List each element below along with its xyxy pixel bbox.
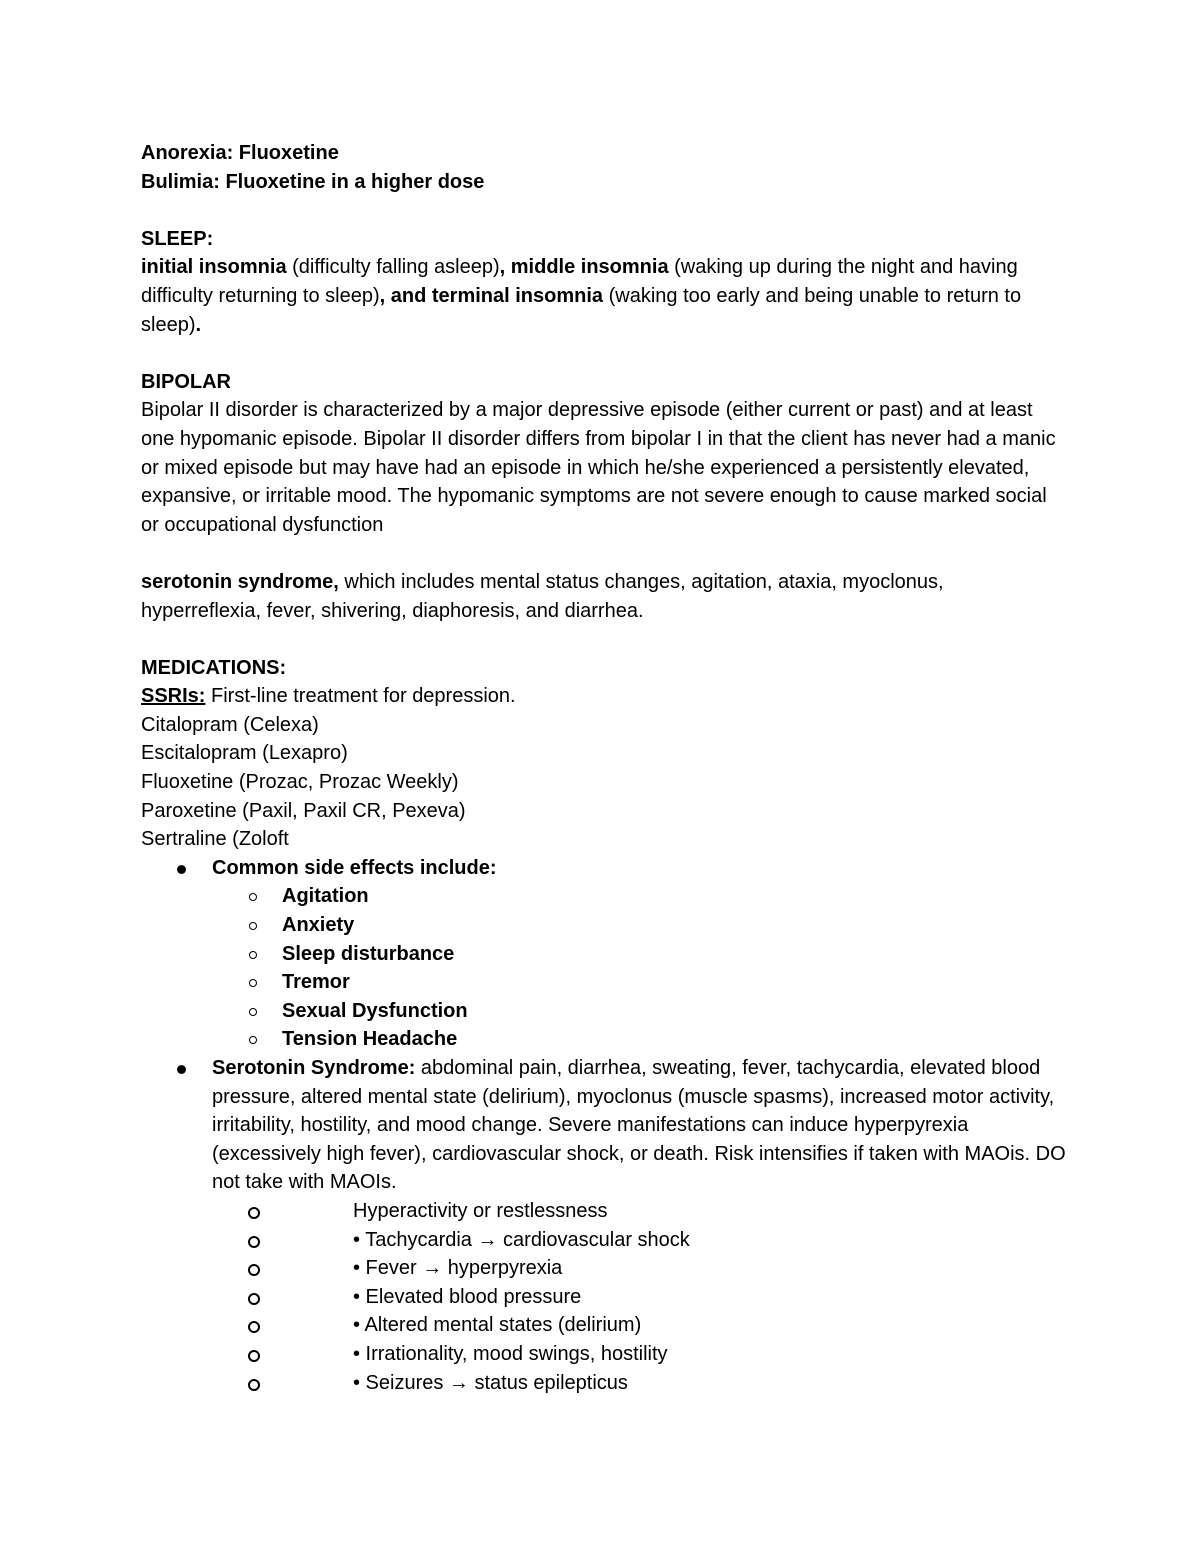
bullet-ring-icon <box>249 1036 257 1044</box>
document-body <box>141 139 1066 1397</box>
initial-insomnia-desc: (difficulty falling asleep) <box>286 256 500 279</box>
syndrome-sub-label: Hyperactivity or restlessness <box>353 1199 608 1222</box>
bulimia-line: Bulimia: Fluoxetine in a higher dose <box>141 170 485 193</box>
ssri-label: SSRIs: <box>141 685 206 708</box>
syndrome-sub-label: • Seizures → status epilepticus <box>353 1371 628 1394</box>
syndrome-sub-item <box>141 1340 1066 1369</box>
spacer <box>141 196 1066 225</box>
ssri-line <box>141 682 1066 711</box>
sleep-heading: SLEEP: <box>141 227 214 250</box>
serotonin-paragraph <box>141 568 1066 625</box>
side-effect-item <box>141 940 1066 969</box>
bullet-dot-icon <box>177 1065 186 1074</box>
bipolar-heading: BIPOLAR <box>141 370 231 393</box>
sleep-paragraph <box>141 253 1066 339</box>
syndrome-sub-item <box>141 1369 1066 1398</box>
side-effect-label: Agitation <box>282 885 369 908</box>
spacer <box>141 339 1066 368</box>
serotonin-syndrome-label: Serotonin Syndrome: <box>212 1057 416 1079</box>
serotonin-syndrome-list-item <box>141 1054 1066 1197</box>
side-effects-heading: Common side effects include: <box>212 856 497 879</box>
syndrome-sub-item <box>141 1283 1066 1312</box>
bullet-ring-icon <box>249 951 257 959</box>
side-effect-label: Anxiety <box>282 914 355 937</box>
bullet-ring-icon <box>248 1350 260 1362</box>
bullet-ring-icon <box>248 1264 260 1276</box>
bullet-ring-icon <box>249 922 257 930</box>
side-effect-label: Tension Headache <box>282 1028 458 1051</box>
syndrome-sub-label: • Elevated blood pressure <box>353 1285 582 1308</box>
bullet-ring-icon <box>248 1236 260 1248</box>
terminal-insomnia-term: , and terminal insomnia <box>379 284 604 307</box>
syndrome-sub-label: • Irrationality, mood swings, hostility <box>353 1342 668 1365</box>
serotonin-syndrome-desc: abdominal pain, diarrhea, sweating, fever, tachycardia, elevated blood pressure, altered mental state (delirium), myoclonus (muscle spasms), increased motor activity, irritability, hostility, and mood change. Severe manifestations can induce hyperpyrexia (excessively high fever), cardiovascular shock, or death. Risk intensifies if taken with MAOis. DO not take with MAOIs. <box>212 1057 1066 1194</box>
anorexia-line: Anorexia: Fluoxetine <box>141 142 339 164</box>
drug-item: Citalopram (Celexa) <box>141 713 319 736</box>
syndrome-sub-item <box>141 1197 1066 1226</box>
bullet-ring-icon <box>248 1207 260 1219</box>
syndrome-sub-item <box>141 1311 1066 1340</box>
medications-heading: MEDICATIONS: <box>141 656 287 679</box>
bullet-ring-icon <box>249 1008 257 1016</box>
bullet-ring-icon <box>248 1321 260 1333</box>
side-effect-item <box>141 997 1066 1026</box>
side-effect-item <box>141 968 1066 997</box>
drug-item: Escitalopram (Lexapro) <box>141 742 348 765</box>
bullet-dot-icon <box>177 865 186 874</box>
ssri-desc: First-line treatment for depression. <box>205 685 516 708</box>
drug-item: Fluoxetine (Prozac, Prozac Weekly) <box>141 771 459 794</box>
side-effect-item <box>141 1025 1066 1054</box>
syndrome-sub-item <box>141 1254 1066 1283</box>
drug-item: Paroxetine (Paxil, Paxil CR, Pexeva) <box>141 799 466 822</box>
bipolar-paragraph: Bipolar II disorder is characterized by a major depressive episode (either current or past) and at least one hypomanic episode. Bipolar II disorder differs from bipolar I in that the client has never had a manic or mixed episode but may have had an episode in which he/she experienced a persistently elevated, expansive, or irritable mood. The hypomanic symptoms are not severe enough to cause marked social or occupational dysfunction <box>141 399 1056 536</box>
bullet-ring-icon <box>248 1293 260 1305</box>
serotonin-term: serotonin syndrome, <box>141 570 339 593</box>
syndrome-sub-label: • Altered mental states (delirium) <box>353 1314 642 1337</box>
middle-insomnia-term: , middle insomnia <box>499 256 669 279</box>
side-effect-label: Tremor <box>282 971 350 994</box>
side-effect-item <box>141 911 1066 940</box>
middle-insomnia-desc: (waking up during the night and having difficulty returning to sleep) <box>141 256 1018 307</box>
terminal-insomnia-desc: (waking too early and being unable to return to sleep) <box>141 284 1022 336</box>
bullet-ring-icon <box>248 1379 260 1391</box>
drug-item: Sertraline (Zoloft <box>141 828 289 851</box>
syndrome-sub-item <box>141 1226 1066 1255</box>
side-effect-item <box>141 882 1066 911</box>
sleep-period: . <box>195 313 202 336</box>
syndrome-sub-label: • Fever → hyperpyrexia <box>353 1257 563 1280</box>
serotonin-desc: which includes mental status changes, agitation, ataxia, myoclonus, hyperreflexia, fever, shivering, diaphoresis, and diarrhea. <box>141 570 944 622</box>
side-effect-label: Sleep disturbance <box>282 942 455 965</box>
syndrome-sub-label: • Tachycardia → cardiovascular shock <box>353 1228 690 1251</box>
spacer <box>141 625 1066 654</box>
spacer <box>141 539 1066 568</box>
bullet-ring-icon <box>249 979 257 987</box>
side-effects-list-item <box>141 854 1066 883</box>
side-effect-label: Sexual Dysfunction <box>282 999 468 1022</box>
initial-insomnia-term: initial insomnia <box>141 256 287 279</box>
bullet-ring-icon <box>249 893 257 901</box>
